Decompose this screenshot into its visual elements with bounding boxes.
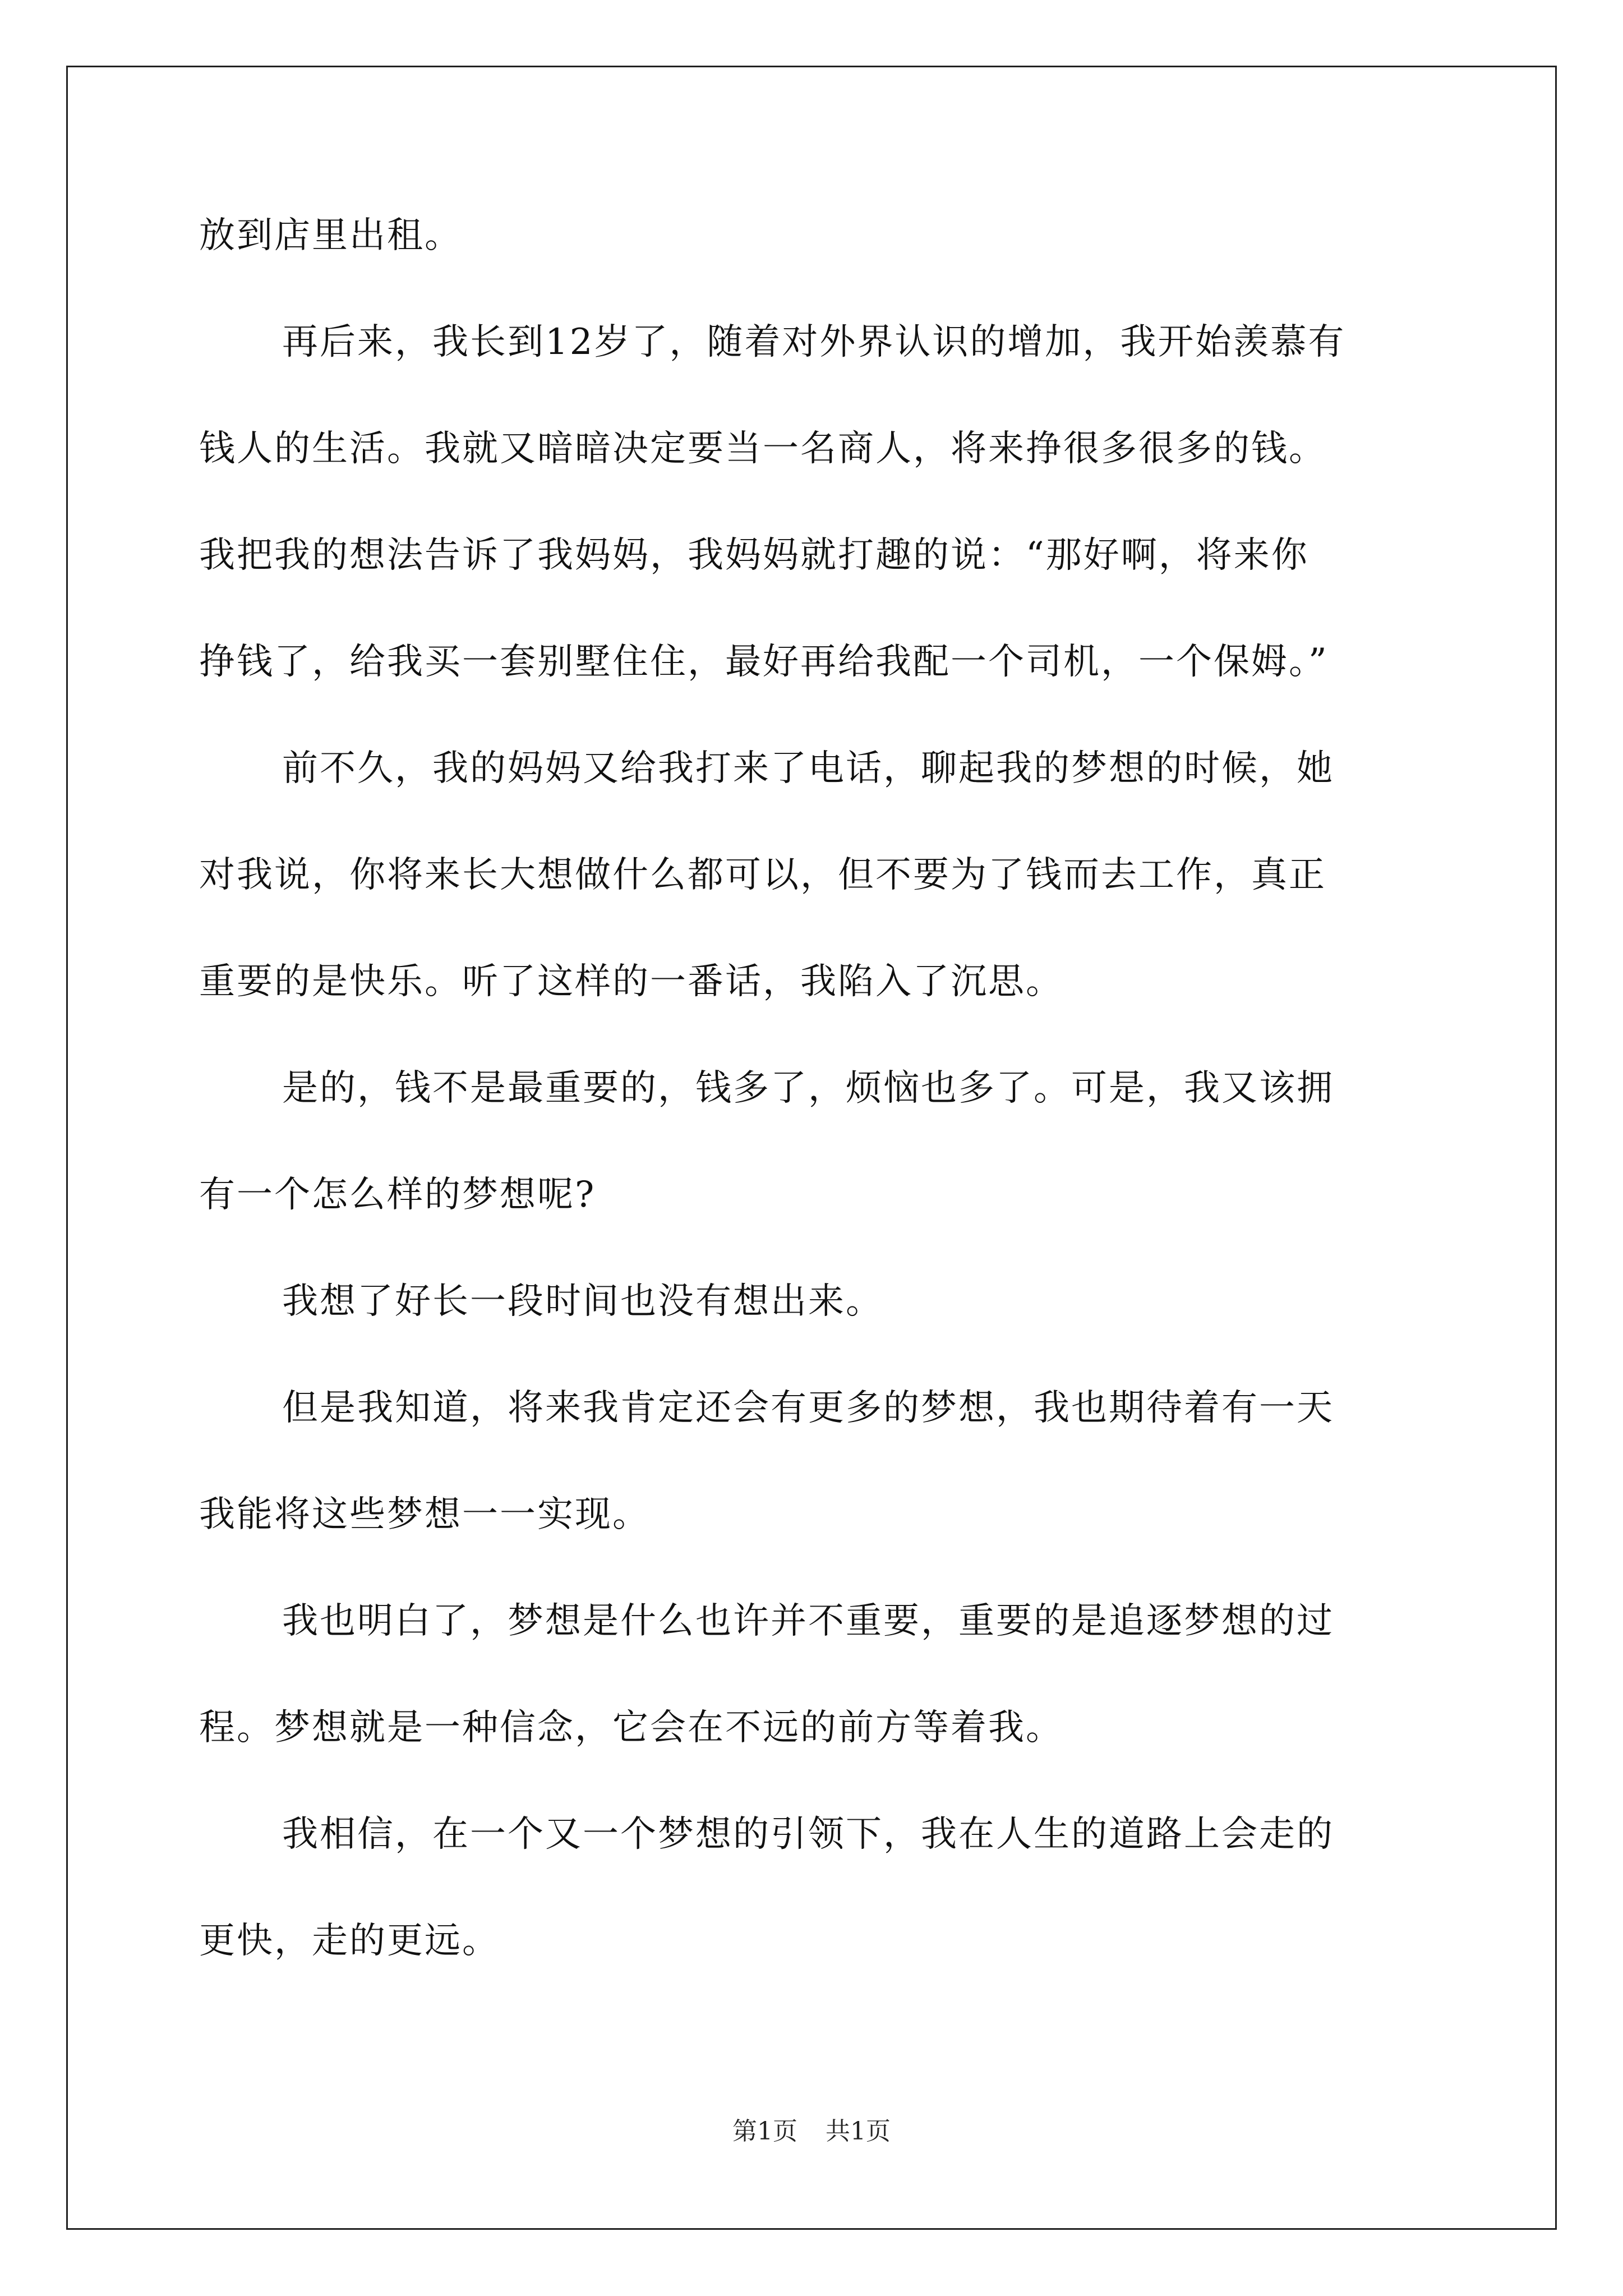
text-line: 再后来，我长到12岁了，随着对外界认识的增加，我开始羡慕有	[282, 321, 1346, 363]
text-line: 但是我知道，将来我肯定还会有更多的梦想，我也期待着有一天	[282, 1387, 1334, 1429]
text-line: 更快，走的更远。	[199, 1920, 500, 1962]
text-line: 我想了好长一段时间也没有想出来。	[282, 1281, 883, 1322]
text-line: 挣钱了，给我买一套别墅住住，最好再给我配一个司机，一个保姆。”	[199, 641, 1329, 683]
text-line: 放到店里出租。	[199, 215, 462, 256]
page-border	[66, 66, 1557, 2230]
text-line: 是的，钱不是最重要的，钱多了，烦恼也多了。可是，我又该拥	[282, 1068, 1334, 1109]
text-line: 前不久，我的妈妈又给我打来了电话，聊起我的梦想的时候，她	[282, 748, 1334, 789]
text-line: 重要的是快乐。听了这样的一番话，我陷入了沉思。	[199, 961, 1063, 1002]
text-line: 我把我的想法告诉了我妈妈，我妈妈就打趣的说：“那好啊，将来你	[199, 535, 1309, 576]
text-line: 有一个怎么样的梦想呢?	[199, 1174, 596, 1216]
page-number-current: 第1页	[732, 2117, 797, 2146]
text-line: 对我说，你将来长大想做什么都可以，但不要为了钱而去工作，真正	[199, 854, 1326, 896]
text-line: 我也明白了，梦想是什么也许并不重要，重要的是追逐梦想的过	[282, 1600, 1334, 1642]
text-line: 我相信，在一个又一个梦想的引领下，我在人生的道路上会走的	[282, 1814, 1334, 1855]
text-line: 程。梦想就是一种信念，它会在不远的前方等着我。	[199, 1707, 1063, 1749]
text-line: 钱人的生活。我就又暗暗决定要当一名商人，将来挣很多很多的钱。	[199, 428, 1326, 470]
page-number-total: 共1页	[826, 2117, 891, 2146]
text-line: 我能将这些梦想一一实现。	[199, 1494, 650, 1535]
page-footer	[0, 2115, 1623, 2148]
